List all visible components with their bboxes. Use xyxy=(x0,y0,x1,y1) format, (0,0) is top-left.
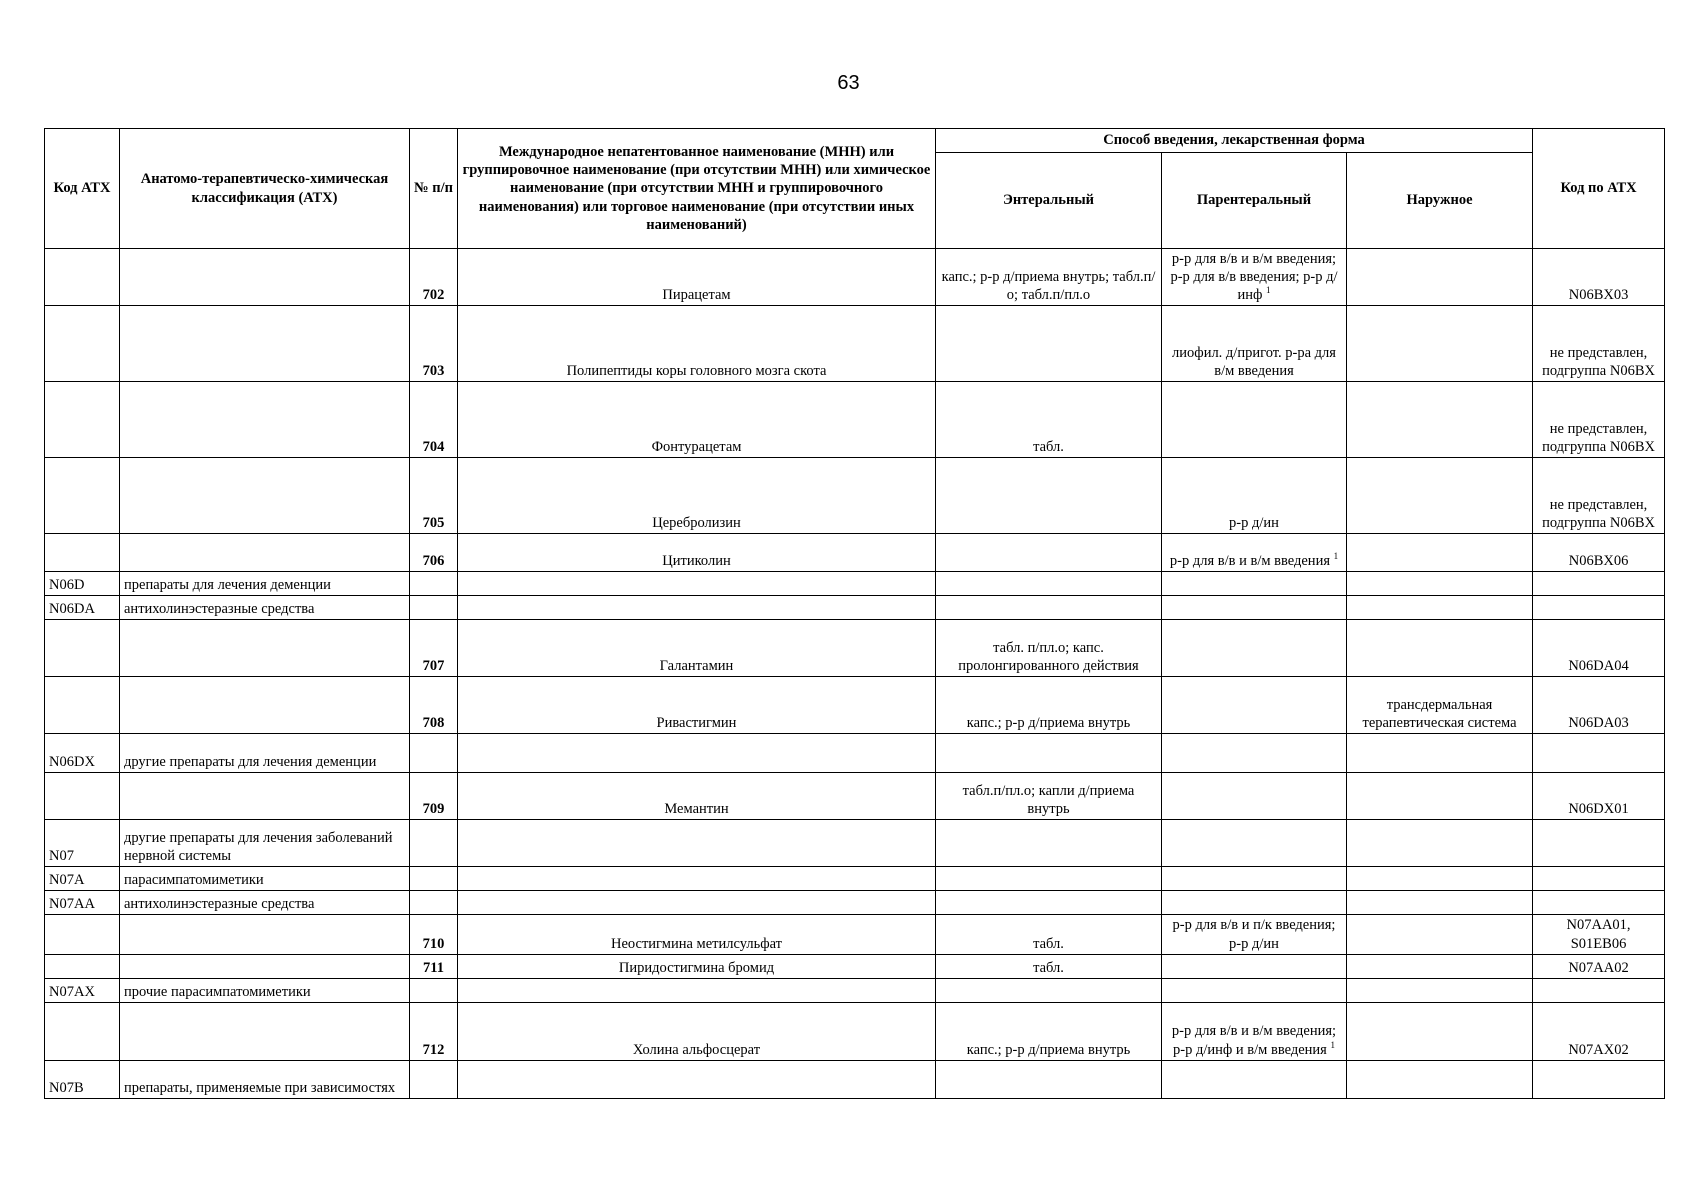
atx-code xyxy=(1533,773,1665,820)
atx-group-code-text: N07 xyxy=(49,848,74,865)
table-row xyxy=(45,677,1665,734)
row-number-text: 704 xyxy=(422,439,445,456)
parenteral-form xyxy=(1162,249,1347,306)
atx-group-code xyxy=(45,954,120,978)
page-number: 63 xyxy=(837,72,860,94)
row-number-text: 709 xyxy=(422,801,445,818)
row-number xyxy=(410,534,458,572)
atx-code xyxy=(1533,677,1665,734)
parenteral-form-text: р-р для в/в и в/м введения; р-р д/инф и в/м введения xyxy=(1171,1023,1337,1058)
external-form xyxy=(1347,1002,1533,1060)
parenteral-form xyxy=(1162,572,1347,596)
atx-code xyxy=(1533,954,1665,978)
atx-group-name xyxy=(120,891,410,915)
drug-name xyxy=(458,1002,936,1060)
atx-group-code xyxy=(45,867,120,891)
parenteral-form xyxy=(1162,382,1347,458)
atx-code-text: N06BX03 xyxy=(1568,287,1629,304)
external-form xyxy=(1347,891,1533,915)
atx-group-code-text: N06D xyxy=(49,577,85,594)
drug-name xyxy=(458,249,936,306)
row-number-text: 710 xyxy=(422,935,445,952)
enteral-form xyxy=(936,820,1162,867)
row-number xyxy=(410,677,458,734)
parenteral-form-text: р-р для в/в и п/к введения; р-р д/ин xyxy=(1172,917,1336,952)
enteral-form xyxy=(936,458,1162,534)
row-number-text: 702 xyxy=(422,287,445,304)
table-body xyxy=(45,249,1665,1099)
atx-group-code xyxy=(45,677,120,734)
row-number xyxy=(410,773,458,820)
atx-group-code-text: N06DA xyxy=(49,601,95,618)
drug-name xyxy=(458,306,936,382)
atx-group-code xyxy=(45,572,120,596)
drug-name xyxy=(458,677,936,734)
atx-group-name xyxy=(120,773,410,820)
drug-name xyxy=(458,620,936,677)
enteral-form xyxy=(936,891,1162,915)
parenteral-form xyxy=(1162,773,1347,820)
external-form-text: трансдермальная терапевтическая система xyxy=(1362,697,1517,732)
table-row xyxy=(45,978,1665,1002)
enteral-form xyxy=(936,734,1162,773)
atx-code xyxy=(1533,820,1665,867)
atx-code-text: N06BX06 xyxy=(1568,553,1629,570)
row-number-text: 707 xyxy=(422,658,445,675)
parenteral-form xyxy=(1162,734,1347,773)
table-row xyxy=(45,306,1665,382)
atx-group-code-text: N07B xyxy=(49,1079,84,1096)
table-header xyxy=(45,129,1665,249)
row-number-text: 705 xyxy=(422,515,445,532)
atx-code xyxy=(1533,1060,1665,1098)
enteral-form xyxy=(936,534,1162,572)
enteral-form xyxy=(936,596,1162,620)
row-number xyxy=(410,915,458,954)
atx-code xyxy=(1533,596,1665,620)
drug-name xyxy=(458,734,936,773)
atx-group-code-text: N07A xyxy=(49,872,85,889)
atx-group-name xyxy=(120,734,410,773)
atx-code xyxy=(1533,249,1665,306)
drug-name xyxy=(458,1060,936,1098)
atx-group-name-text: другие препараты для лечения деменции xyxy=(124,754,377,771)
enteral-form xyxy=(936,572,1162,596)
external-form xyxy=(1347,954,1533,978)
enteral-form-text: табл. xyxy=(1033,959,1064,976)
atx-code xyxy=(1533,572,1665,596)
atx-group-name-text: препараты, применяемые при зависимостях xyxy=(124,1079,396,1096)
external-form xyxy=(1347,572,1533,596)
atx-group-name xyxy=(120,867,410,891)
parenteral-form xyxy=(1162,1060,1347,1098)
row-number xyxy=(410,596,458,620)
atx-group-code xyxy=(45,620,120,677)
row-number-text: 706 xyxy=(422,553,445,570)
atx-group-name-text: антихолинэстеразные средства xyxy=(124,601,315,618)
drug-name-text: Ривастигмин xyxy=(656,715,737,732)
atx-group-name xyxy=(120,677,410,734)
atx-group-code-text: N07AX xyxy=(49,983,95,1000)
external-form xyxy=(1347,773,1533,820)
parenteral-form-text: р-р для в/в и в/м введения; р-р для в/в введения; р-р д/инф xyxy=(1170,251,1338,304)
drug-name-text: Пирацетам xyxy=(662,287,731,304)
drug-name-text: Фонтурацетам xyxy=(651,439,742,456)
external-form xyxy=(1347,867,1533,891)
drug-name xyxy=(458,954,936,978)
external-form xyxy=(1347,734,1533,773)
drug-name-text: Пиридостигмина бромид xyxy=(618,959,775,976)
atx-group-code xyxy=(45,734,120,773)
footnote-marker: 1 xyxy=(1333,551,1339,562)
table-row xyxy=(45,596,1665,620)
atx-group-name xyxy=(120,978,410,1002)
atx-code xyxy=(1533,382,1665,458)
table-row xyxy=(45,534,1665,572)
drug-name xyxy=(458,458,936,534)
enteral-form xyxy=(936,954,1162,978)
row-number xyxy=(410,867,458,891)
parenteral-form xyxy=(1162,867,1347,891)
enteral-form-text: капс.; р-р д/приема внутрь xyxy=(966,715,1131,732)
header-route-group: Способ введения, лекарственная форма xyxy=(936,129,1533,153)
parenteral-form-text: лиофил. д/пригот. р-ра для в/м введения xyxy=(1172,345,1336,380)
enteral-form-text: табл. xyxy=(1033,439,1064,456)
parenteral-form-text: р-р д/ин xyxy=(1229,515,1279,532)
drug-name xyxy=(458,382,936,458)
enteral-form xyxy=(936,1002,1162,1060)
drug-name xyxy=(458,891,936,915)
enteral-form-text: капс.; р-р д/приема внутрь; табл.п/о; табл.п/пл.о xyxy=(941,269,1156,304)
atx-group-code xyxy=(45,773,120,820)
table-row xyxy=(45,867,1665,891)
enteral-form xyxy=(936,306,1162,382)
atx-code xyxy=(1533,1002,1665,1060)
parenteral-form xyxy=(1162,458,1347,534)
drug-name xyxy=(458,596,936,620)
external-form xyxy=(1347,382,1533,458)
atx-group-name-text: парасимпатомиметики xyxy=(124,872,264,889)
table-row xyxy=(45,249,1665,306)
table-row xyxy=(45,773,1665,820)
table-row xyxy=(45,891,1665,915)
footnote-marker: 1 xyxy=(1266,285,1271,296)
atx-code xyxy=(1533,978,1665,1002)
atx-code xyxy=(1533,915,1665,954)
atx-group-code xyxy=(45,306,120,382)
drug-name xyxy=(458,867,936,891)
atx-group-code xyxy=(45,534,120,572)
drug-name-text: Мемантин xyxy=(664,801,729,818)
enteral-form-text: табл. п/пл.о; капс. пролонгированного действия xyxy=(958,640,1139,675)
atx-group-name xyxy=(120,620,410,677)
row-number-text: 711 xyxy=(423,959,444,976)
atx-group-name xyxy=(120,382,410,458)
atx-group-name-text: другие препараты для лечения заболеваний нервной системы xyxy=(124,830,393,865)
parenteral-form xyxy=(1162,596,1347,620)
atx-group-code-text: N06DX xyxy=(49,754,95,771)
drug-name xyxy=(458,820,936,867)
drug-name xyxy=(458,572,936,596)
atx-group-name xyxy=(120,1060,410,1098)
enteral-form xyxy=(936,1060,1162,1098)
external-form xyxy=(1347,534,1533,572)
header-code-atx: Код АТХ xyxy=(45,129,120,249)
table-row xyxy=(45,382,1665,458)
row-number xyxy=(410,978,458,1002)
atx-group-code xyxy=(45,596,120,620)
atx-group-name xyxy=(120,534,410,572)
enteral-form xyxy=(936,915,1162,954)
atx-code xyxy=(1533,891,1665,915)
parenteral-form xyxy=(1162,891,1347,915)
enteral-form xyxy=(936,382,1162,458)
enteral-form-text: капс.; р-р д/приема внутрь xyxy=(966,1041,1131,1058)
atx-code-text: N07AA02 xyxy=(1568,959,1629,976)
row-number xyxy=(410,458,458,534)
enteral-form xyxy=(936,978,1162,1002)
atx-group-name-text: прочие парасимпатомиметики xyxy=(124,983,311,1000)
parenteral-form xyxy=(1162,915,1347,954)
atx-group-code xyxy=(45,382,120,458)
atx-group-name xyxy=(120,915,410,954)
atx-code xyxy=(1533,458,1665,534)
atx-group-code xyxy=(45,1002,120,1060)
atx-group-name xyxy=(120,249,410,306)
header-inn: Международное непатентованное наименование (МНН) или группировочное наименование (при отсутствии МНН) или химическое наименование (при отсутствии МНН и группировочного наименования) или торговое наименование (при отсутствии иных наименований) xyxy=(458,129,936,249)
atx-code xyxy=(1533,306,1665,382)
external-form xyxy=(1347,596,1533,620)
atx-code-text: не представлен, подгруппа N06BX xyxy=(1542,421,1655,456)
header-classification: Анатомо-терапевтическо-химическая классификация (АТХ) xyxy=(120,129,410,249)
atx-group-name xyxy=(120,596,410,620)
external-form xyxy=(1347,978,1533,1002)
table-row xyxy=(45,572,1665,596)
row-number xyxy=(410,249,458,306)
parenteral-form xyxy=(1162,306,1347,382)
enteral-form xyxy=(936,867,1162,891)
external-form xyxy=(1347,458,1533,534)
header-external: Наружное xyxy=(1347,153,1533,249)
drug-name xyxy=(458,773,936,820)
drug-name xyxy=(458,534,936,572)
header-parenteral: Парентеральный xyxy=(1162,153,1347,249)
parenteral-form xyxy=(1162,620,1347,677)
table-row xyxy=(45,1060,1665,1098)
enteral-form xyxy=(936,677,1162,734)
external-form xyxy=(1347,820,1533,867)
atx-group-code xyxy=(45,458,120,534)
row-number-text: 703 xyxy=(422,363,445,380)
external-form xyxy=(1347,915,1533,954)
atx-group-name xyxy=(120,572,410,596)
row-number xyxy=(410,306,458,382)
enteral-form-text: табл. xyxy=(1033,935,1064,952)
parenteral-form xyxy=(1162,677,1347,734)
row-number xyxy=(410,734,458,773)
external-form xyxy=(1347,677,1533,734)
atx-code-text: N06DA04 xyxy=(1568,658,1629,675)
parenteral-form xyxy=(1162,978,1347,1002)
atx-code-text: N07AA01, S01EB06 xyxy=(1566,917,1631,952)
atx-group-code xyxy=(45,249,120,306)
atx-group-name xyxy=(120,954,410,978)
atx-group-name-text: препараты для лечения деменции xyxy=(124,577,331,594)
atx-group-code xyxy=(45,820,120,867)
table-row xyxy=(45,820,1665,867)
parenteral-form xyxy=(1162,534,1347,572)
row-number xyxy=(410,382,458,458)
atx-code xyxy=(1533,620,1665,677)
drug-name-text: Неостигмина метилсульфат xyxy=(610,935,782,952)
atx-group-name xyxy=(120,820,410,867)
atx-code-text: не представлен, подгруппа N06BX xyxy=(1542,345,1655,380)
atx-group-name-text: антихолинэстеразные средства xyxy=(124,896,315,913)
atx-group-code xyxy=(45,978,120,1002)
parenteral-form xyxy=(1162,820,1347,867)
atx-group-code-text: N07AA xyxy=(49,896,95,913)
row-number xyxy=(410,1060,458,1098)
table-row xyxy=(45,1002,1665,1060)
atx-code-text: N07AX02 xyxy=(1568,1041,1629,1058)
row-number xyxy=(410,620,458,677)
enteral-form xyxy=(936,249,1162,306)
table-row xyxy=(45,954,1665,978)
drug-name-text: Холина альфосцерат xyxy=(632,1041,761,1058)
parenteral-form xyxy=(1162,954,1347,978)
drug-name-text: Цитиколин xyxy=(662,553,731,570)
atx-group-code xyxy=(45,891,120,915)
enteral-form xyxy=(936,620,1162,677)
enteral-form xyxy=(936,773,1162,820)
enteral-form-text: табл.п/пл.о; капли д/приема внутрь xyxy=(962,783,1135,818)
atx-code-text: не представлен, подгруппа N06BX xyxy=(1542,497,1655,532)
row-number-text: 708 xyxy=(422,715,445,732)
row-number xyxy=(410,572,458,596)
row-number-text: 712 xyxy=(422,1041,445,1058)
parenteral-form xyxy=(1162,1002,1347,1060)
atx-group-code xyxy=(45,915,120,954)
atx-code xyxy=(1533,734,1665,773)
header-number: № п/п xyxy=(410,129,458,249)
external-form xyxy=(1347,249,1533,306)
drug-name-text: Галантамин xyxy=(659,658,734,675)
table-row xyxy=(45,915,1665,954)
table-row xyxy=(45,458,1665,534)
drug-name xyxy=(458,978,936,1002)
atx-table xyxy=(44,128,1665,1099)
row-number xyxy=(410,891,458,915)
drug-name-text: Церебролизин xyxy=(652,515,741,532)
table-row xyxy=(45,620,1665,677)
table-row xyxy=(45,734,1665,773)
atx-group-name xyxy=(120,458,410,534)
atx-code xyxy=(1533,534,1665,572)
header-atx-code: Код по АТХ xyxy=(1533,129,1665,249)
external-form xyxy=(1347,1060,1533,1098)
header-enteral: Энтеральный xyxy=(936,153,1162,249)
row-number xyxy=(410,954,458,978)
footnote-marker: 1 xyxy=(1330,1039,1335,1050)
parenteral-form-text: р-р для в/в и в/м введения xyxy=(1169,553,1330,570)
atx-code-text: N06DX01 xyxy=(1568,801,1629,818)
atx-group-name xyxy=(120,1002,410,1060)
row-number xyxy=(410,1002,458,1060)
atx-group-name xyxy=(120,306,410,382)
atx-code-text: N06DA03 xyxy=(1568,715,1629,732)
external-form xyxy=(1347,620,1533,677)
drug-name-text: Полипептиды коры головного мозга скота xyxy=(566,363,827,380)
drug-name xyxy=(458,915,936,954)
external-form xyxy=(1347,306,1533,382)
row-number xyxy=(410,820,458,867)
atx-group-code xyxy=(45,1060,120,1098)
atx-code xyxy=(1533,867,1665,891)
